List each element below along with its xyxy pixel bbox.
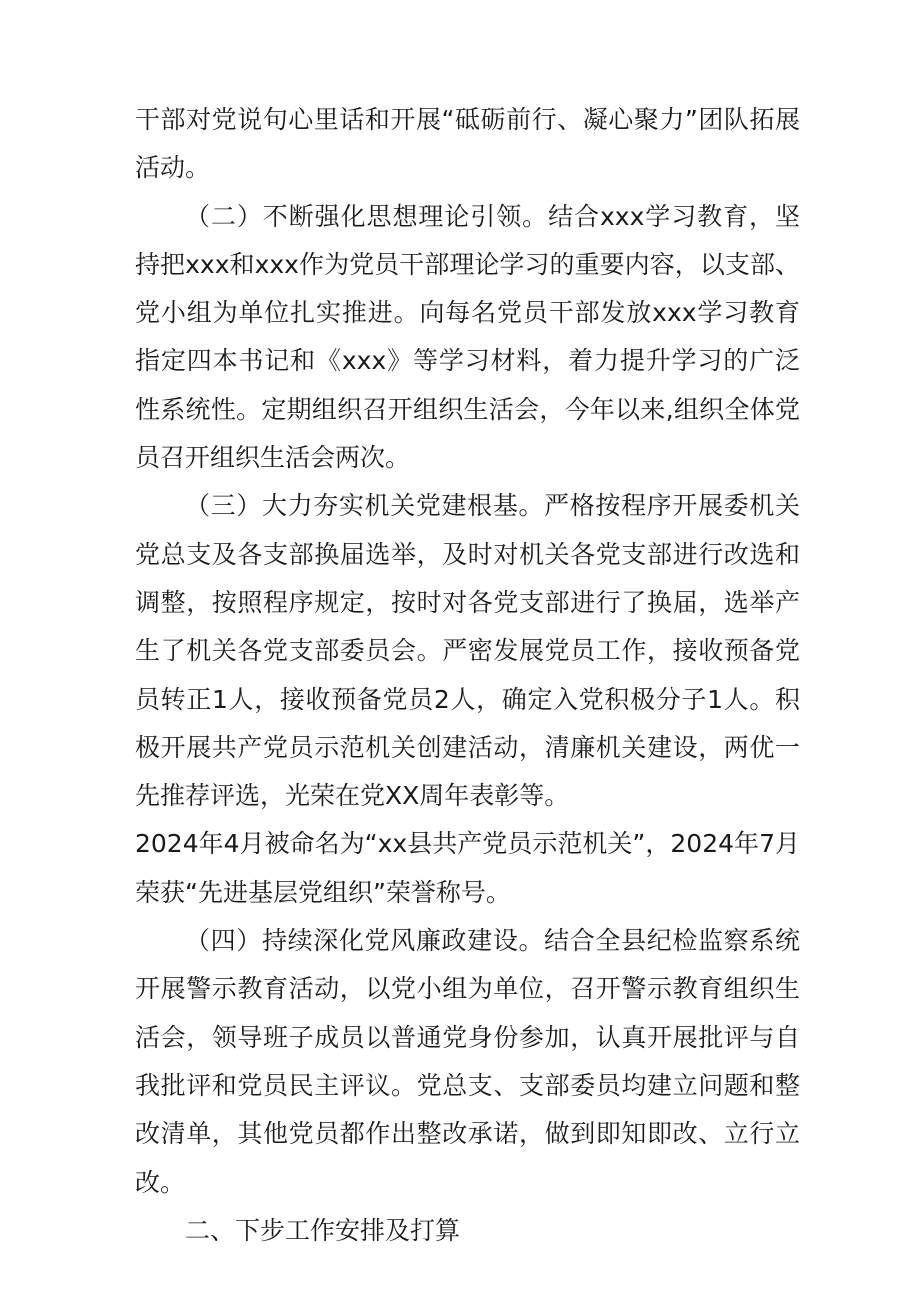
paragraph-honors: 2024年4月被命名为“xx县共产党员示范机关”，2024年7月荣获“先进基层党组织”荣誉称号。 — [135, 829, 800, 907]
section-heading-next-steps: 二、下步工作安排及打算 — [185, 1215, 461, 1245]
paragraph-party-foundation: （三）大力夯实机关党建根基。严格按程序开展委机关党总支及各支部换届选举，及时对机关各党支部进行改选和调整，按照程序规定，按时对各党支部进行了换届，选举产生了机关各党支部委员会。严密发展党员工作，接收预备党员转正1人，接收预备党员2人，确定入党积极分子1人。积极开展共产党员示范机关创建活动，清廉机关建设，两优一先推荐评选，光荣在党XX周年表彰等。 — [135, 491, 800, 811]
paragraph-integrity-building: （四）持续深化党风廉政建设。结合全县纪检监察系统开展警示教育活动，以党小组为单位，召开警示教育组织生活会，领导班子成员以普通党身份参加，认真开展批评与自我批评和党员民主评议。党总支、支部委员均建立问题和整改清单，其他党员都作出整改承诺，做到即知即改、立行立改。 — [135, 926, 800, 1197]
paragraph-team-activity: 干部对党说句心里话和开展“砥砺前行、凝心聚力”团队拓展活动。 — [135, 105, 800, 183]
paragraph-theory-guidance: （二）不断强化思想理论引领。结合xxx学习教育，坚持把xxx和xxx作为党员干部理论学习的重要内容，以支部、党小组为单位扎实推进。向每名党员干部发放xxx学习教育指定四本书记和《xxx》等学习材料，着力提升学习的广泛性系统性。定期组织召开组织生活会，今年以来,组织全体党员召开组织生活会两次。 — [135, 201, 800, 473]
